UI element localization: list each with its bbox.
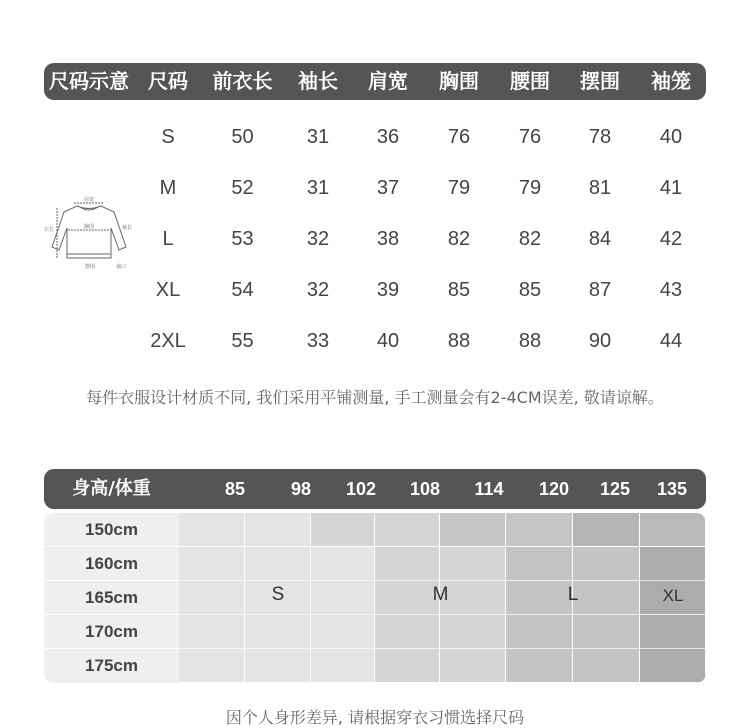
hem-cell: 84 [588, 228, 612, 250]
grid-cell [640, 547, 706, 683]
hem-cell: 90 [588, 330, 612, 352]
grid-cell [375, 547, 440, 683]
armhole-cell: 43 [659, 279, 683, 301]
grid-cell [440, 547, 506, 683]
size-row [44, 173, 706, 203]
header-chest: 胸围 [439, 69, 479, 93]
hem-cell: 81 [588, 177, 612, 199]
row-divider [179, 648, 706, 649]
header-height-weight: 身高/体重 [72, 478, 151, 499]
sleeve-length-cell: 32 [306, 279, 330, 301]
garment-measurement-diagram [44, 195, 134, 270]
fit-note: 因个人身形差异, 请根据穿衣习惯选择尺码 [225, 708, 525, 727]
armhole-cell: 40 [659, 126, 683, 148]
size-cell: XL [155, 279, 181, 301]
weight-label: 114 [474, 479, 504, 499]
height-label: 150cm [85, 520, 138, 539]
recommendation-header [44, 469, 706, 509]
chest-cell: 88 [447, 330, 471, 352]
size-row [44, 326, 706, 356]
waist-cell: 82 [518, 228, 542, 250]
armhole-cell: 44 [659, 330, 683, 352]
front-length-cell: 55 [231, 330, 254, 352]
size-row [44, 224, 706, 254]
chest-cell: 85 [447, 279, 471, 301]
grid-cell [440, 513, 506, 547]
diagram-label-shoulder: 肩宽 [83, 197, 95, 203]
shoulder-cell: 36 [376, 126, 400, 148]
size-cell: M [159, 177, 177, 199]
hem-cell: 78 [588, 126, 612, 148]
weight-label: 85 [224, 479, 246, 499]
front-length-cell: 54 [231, 279, 254, 301]
grid-cell [179, 513, 245, 547]
size-label-l: L [567, 584, 579, 605]
grid-cell [375, 513, 440, 547]
header-front-length: 前衣长 [212, 69, 273, 93]
waist-cell: 88 [518, 330, 542, 352]
grid-cell [506, 513, 573, 547]
height-label: 175cm [85, 656, 138, 675]
row-divider [179, 580, 706, 581]
size-chart-header [44, 63, 706, 100]
chest-cell: 76 [447, 126, 471, 148]
measurement-note: 每件衣服设计材质不同, 我们采用平铺测量, 手工测量会有2-4CM误差, 敬请谅解。 [86, 388, 664, 407]
front-length-cell: 50 [231, 126, 254, 148]
size-cell: L [162, 228, 174, 250]
diagram-label-sleeve: 袖长 [122, 225, 133, 231]
header-size-diagram: 尺码示意 [49, 69, 129, 93]
grid-cell [573, 513, 640, 547]
height-label: 160cm [85, 554, 138, 573]
size-label-xl: XL [662, 586, 684, 605]
shoulder-cell: 38 [376, 228, 400, 250]
grid-cell [311, 547, 375, 683]
grid-cell [245, 513, 311, 547]
size-row [44, 275, 706, 305]
diagram-label-chest: 胸围 [83, 224, 95, 230]
header-waist: 腰围 [510, 69, 550, 93]
chest-cell: 82 [447, 228, 471, 250]
weight-label: 108 [409, 479, 441, 499]
weight-label: 102 [345, 479, 377, 499]
armhole-cell: 42 [659, 228, 683, 250]
height-label: 165cm [85, 588, 138, 607]
waist-cell: 76 [518, 126, 542, 148]
recommendation-grid [44, 513, 706, 683]
grid-cell [640, 513, 706, 547]
diagram-label-length: 衣长 [44, 227, 55, 233]
sweatshirt-outline [52, 206, 126, 258]
size-row [44, 122, 706, 152]
waist-cell: 85 [518, 279, 542, 301]
size-cell: 2XL [150, 330, 186, 352]
diagram-label-cuff: 袖口 [116, 264, 127, 270]
sleeve-length-cell: 31 [306, 126, 330, 148]
height-label: 170cm [85, 622, 138, 641]
header-armhole: 袖笼 [651, 69, 691, 93]
grid-cell [506, 547, 573, 683]
header-shoulder-width: 肩宽 [368, 69, 408, 93]
sleeve-length-cell: 32 [306, 228, 330, 250]
sleeve-length-cell: 31 [306, 177, 330, 199]
front-length-cell: 53 [231, 228, 254, 250]
shoulder-cell: 37 [376, 177, 400, 199]
front-length-cell: 52 [231, 177, 254, 199]
weight-label: 135 [656, 479, 688, 499]
diagram-label-hem: 摆围 [84, 264, 96, 270]
grid-cell [573, 547, 640, 683]
sleeve-length-cell: 33 [306, 330, 330, 352]
grid-cell [245, 547, 311, 683]
armhole-cell: 41 [659, 177, 683, 199]
grid-cell [311, 513, 375, 547]
chest-cell: 79 [447, 177, 471, 199]
row-divider [179, 614, 706, 615]
weight-label: 125 [599, 479, 631, 499]
size-cell: S [161, 126, 175, 148]
hem-cell: 87 [588, 279, 612, 301]
weight-label: 98 [290, 479, 312, 499]
header-hem: 摆围 [580, 69, 620, 93]
weight-label: 120 [538, 479, 570, 499]
waist-cell: 79 [518, 177, 542, 199]
size-label-s: S [271, 584, 285, 605]
size-label-m: M [432, 584, 449, 605]
header-sleeve-length: 袖长 [298, 69, 338, 93]
grid-cell [179, 547, 245, 683]
shoulder-cell: 39 [376, 279, 400, 301]
header-size: 尺码 [148, 69, 188, 93]
shoulder-cell: 40 [376, 330, 400, 352]
